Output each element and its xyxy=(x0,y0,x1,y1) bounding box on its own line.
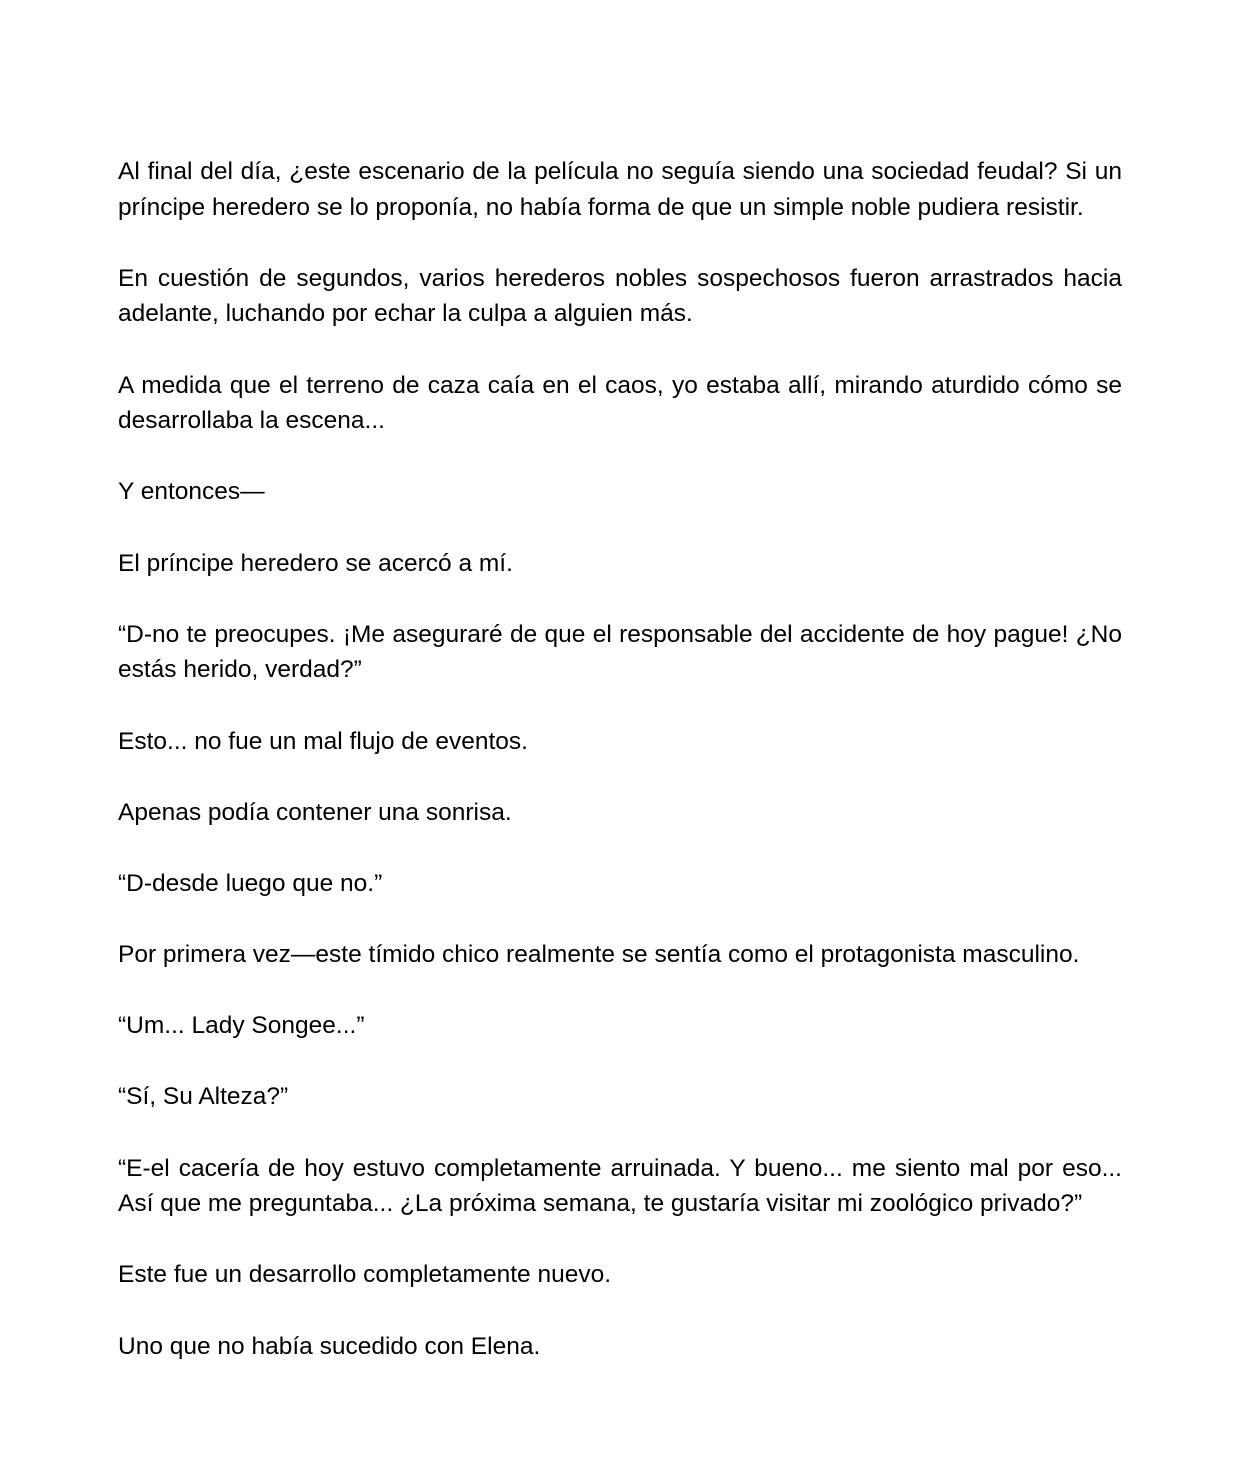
paragraph: Y entonces— xyxy=(118,478,265,506)
paragraph: “D-desde luego que no.” xyxy=(118,869,383,897)
paragraph: Al final del día, ¿este escenario de la película no seguía siendo una sociedad feudal? Si un príncipe heredero se lo proponía, no había forma de que un simple noble pudiera resistir. xyxy=(118,158,1122,221)
paragraph: A medida que el terreno de caza caía en el caos, yo estaba allí, mirando aturdido cómo se desarrollaba la escena... xyxy=(118,371,1122,435)
paragraph: El príncipe heredero se acercó a mí. xyxy=(118,549,513,577)
paragraph: Apenas podía contener una sonrisa. xyxy=(118,798,512,826)
paragraph: “Sí, Su Alteza?” xyxy=(118,1083,289,1111)
paragraph: Uno que no había sucedido con Elena. xyxy=(118,1332,541,1360)
paragraph: Esto... no fue un mal flujo de eventos. xyxy=(118,727,528,755)
paragraph: Por primera vez—este tímido chico realmente se sentía como el protagonista masculino. xyxy=(118,941,1080,969)
paragraph: “Um... Lady Songee...” xyxy=(118,1012,365,1040)
paragraph: “E-el cacería de hoy estuvo completamente arruinada. Y bueno... me siento mal por eso... Así que me preguntaba... ¿La próxima semana, te gustaría visitar mi zoológico privado?” xyxy=(118,1154,1122,1218)
document-page xyxy=(118,154,1122,1364)
paragraph: En cuestión de segundos, varios herederos nobles sospechosos fueron arrastrados hacia adelante, luchando por echar la culpa a alguien más. xyxy=(118,264,1122,328)
paragraph: Este fue un desarrollo completamente nuevo. xyxy=(118,1261,612,1289)
paragraph: “D-no te preocupes. ¡Me aseguraré de que el responsable del accidente de hoy pague! ¿No estás herido, verdad?” xyxy=(118,620,1122,684)
